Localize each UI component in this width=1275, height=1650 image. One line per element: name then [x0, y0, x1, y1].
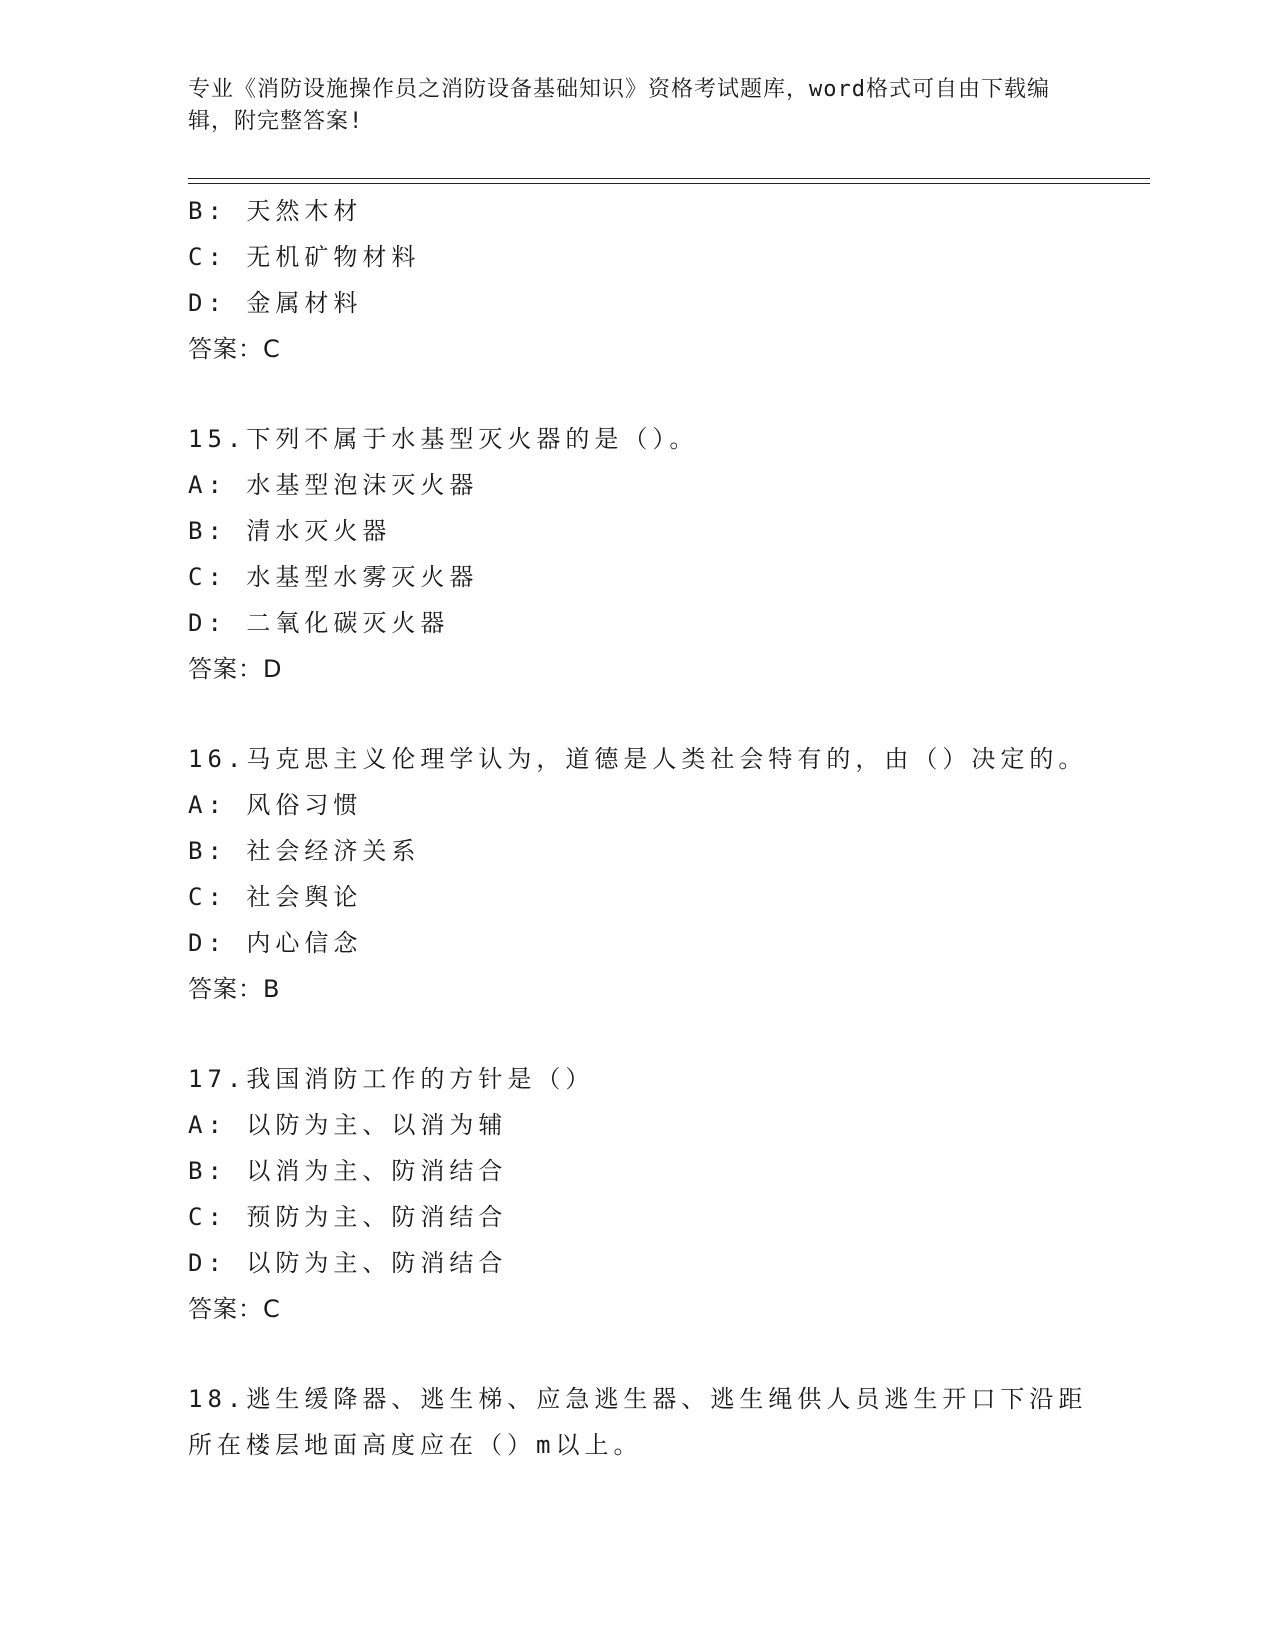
option-c: C: 预防为主、防消结合 — [188, 1203, 508, 1231]
answer: 答案：D — [188, 655, 283, 683]
option-c: C: 社会舆论 — [188, 883, 363, 911]
option-a: A: 水基型泡沫灭火器 — [188, 471, 479, 499]
header-divider-top — [188, 178, 1150, 179]
option-d: D: 金属材料 — [188, 289, 363, 317]
option-a: A: 风俗习惯 — [188, 791, 363, 819]
option-c: C: 无机矿物材料 — [188, 243, 421, 271]
question-stem: 16.马克思主义伦理学认为，道德是人类社会特有的，由（）决定的。 — [188, 745, 1088, 773]
header-divider-bottom — [188, 183, 1150, 184]
document-header: 专业《消防设施操作员之消防设备基础知识》资格考试题库，word格式可自由下载编辑，附完整答案! — [188, 77, 1050, 134]
question-18 — [188, 1376, 1088, 1468]
option-b: B: 清水灭火器 — [188, 517, 392, 545]
answer: 答案：C — [188, 1295, 281, 1323]
question-stem: 15.下列不属于水基型灭火器的是（）。 — [188, 425, 699, 453]
option-d: D: 二氧化碳灭火器 — [188, 609, 450, 637]
answer: 答案：B — [188, 975, 281, 1003]
answer: 答案：C — [188, 335, 281, 363]
question-17 — [188, 1056, 1088, 1332]
question-list — [188, 188, 1088, 1468]
option-b: B: 社会经济关系 — [188, 837, 421, 865]
question-14-continued — [188, 188, 1088, 372]
question-stem: 18.逃生缓降器、逃生梯、应急逃生器、逃生绳供人员逃生开口下沿距所在楼层地面高度应在（）m以上。 — [188, 1385, 1088, 1459]
question-16 — [188, 736, 1088, 1012]
option-d: D: 内心信念 — [188, 929, 363, 957]
option-b: B: 天然木材 — [188, 197, 363, 225]
option-b: B: 以消为主、防消结合 — [188, 1157, 508, 1185]
option-c: C: 水基型水雾灭火器 — [188, 563, 479, 591]
option-d: D: 以防为主、防消结合 — [188, 1249, 508, 1277]
option-a: A: 以防为主、以消为辅 — [188, 1111, 508, 1139]
question-stem: 17.我国消防工作的方针是（） — [188, 1065, 595, 1093]
question-15 — [188, 416, 1088, 692]
